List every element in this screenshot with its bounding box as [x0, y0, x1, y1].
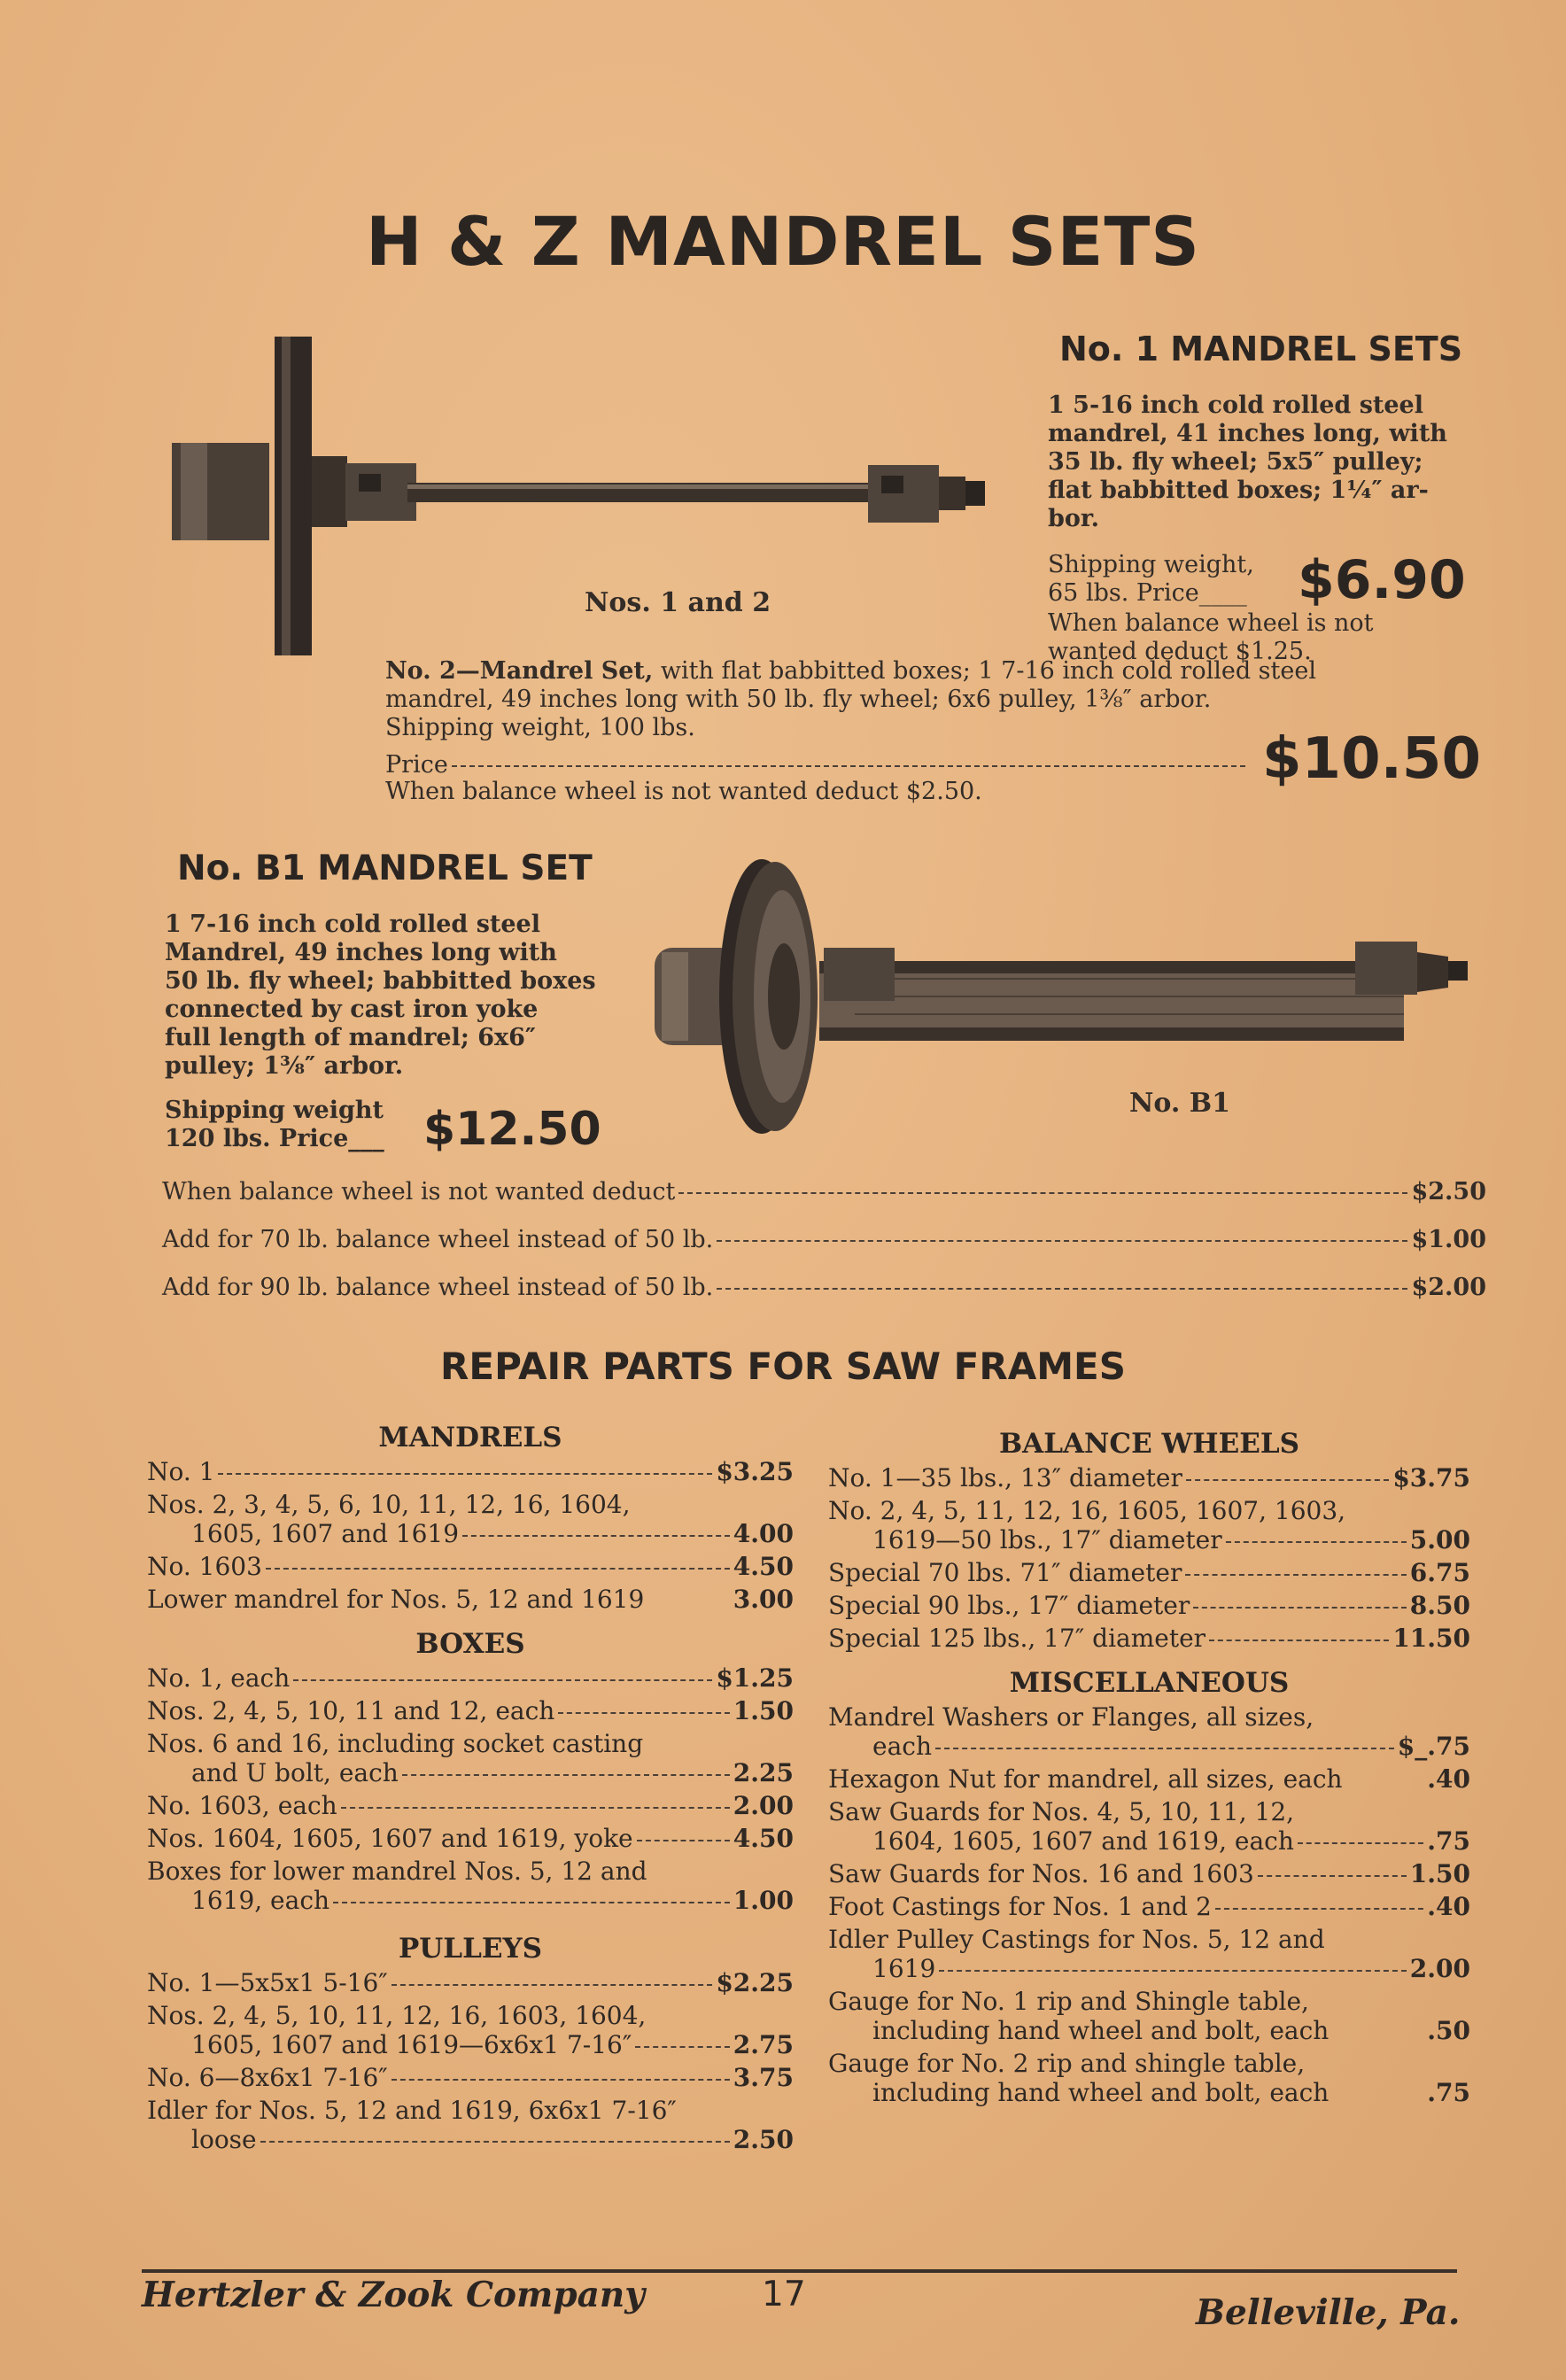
item-row: [828, 1525, 1470, 1554]
item-price: 4.00: [733, 1519, 794, 1548]
image-caption-nos-1-2: Nos. 1 and 2: [585, 587, 771, 618]
b1-desc-line: 1 7-16 inch cold rolled steel: [165, 911, 540, 938]
price-list-item: [147, 2001, 794, 2059]
leader-dots: [218, 1473, 712, 1475]
price-list-item: [828, 1925, 1470, 1983]
no1-description: [1048, 391, 1491, 533]
item-row: [828, 1463, 1470, 1492]
no1-shipping-weight: Shipping weight,: [1048, 551, 1254, 578]
miscellaneous-list: [828, 1702, 1470, 2107]
leader-dots: [452, 765, 1245, 767]
boxes-heading: BOXES: [415, 1628, 525, 1660]
item-label: 1604, 1605, 1607 and 1619, each: [872, 1826, 1294, 1856]
item-row: [147, 1886, 794, 1915]
item-row: [828, 1558, 1470, 1587]
item-price: 6.75: [1409, 1558, 1470, 1587]
item-row: [828, 1732, 1470, 1761]
price-list-item: [828, 1892, 1470, 1921]
item-row: [147, 1696, 794, 1725]
item-row: [828, 1826, 1470, 1856]
b1-shipping-weight: Shipping weight: [165, 1097, 384, 1124]
b1-extra-value: $2.00: [1411, 1274, 1486, 1301]
item-label: 1605, 1607 and 1619—6x6x1 7-16″: [191, 2030, 632, 2059]
item-price: $_.75: [1397, 1732, 1470, 1761]
b1-heading: No. B1 MANDREL SET: [177, 849, 593, 888]
left-column: [147, 1422, 794, 2154]
leader-dots: [717, 1288, 1407, 1290]
item-price: .75: [1427, 2078, 1470, 2107]
leader-dots: [558, 1712, 730, 1714]
leader-dots: [717, 1240, 1407, 1242]
no1-deduct-text: When balance wheel is not: [1048, 609, 1374, 637]
item-row: [828, 2016, 1470, 2045]
item-price: $2.25: [716, 1968, 794, 1997]
item-text: Boxes for lower mandrel Nos. 5, 12 and: [147, 1857, 647, 1886]
item-label: 1619: [872, 1954, 936, 1983]
item-text: Nos. 6 and 16, including socket casting: [147, 1729, 644, 1758]
item-price: 2.75: [733, 2030, 794, 2059]
price-list-item: [828, 1624, 1470, 1653]
leader-dots: [1215, 1908, 1423, 1910]
price-list-item: [147, 1552, 794, 1581]
no2-price-row: [385, 751, 1249, 779]
item-row: [828, 1892, 1470, 1921]
leader-dots: [333, 1902, 730, 1903]
item-row: [828, 1859, 1470, 1888]
item-row: [147, 1791, 794, 1820]
no2-deduct: When balance wheel is not wanted deduct $2.50.: [385, 778, 982, 805]
no1-desc-line: 1 5-16 inch cold rolled steel: [1048, 391, 1423, 419]
price-list-item: [828, 1591, 1470, 1620]
item-label: Special 90 lbs., 17″ diameter: [828, 1591, 1190, 1620]
footer-company: Hertzler & Zook Company: [142, 2275, 645, 2315]
item-row: [147, 1585, 794, 1614]
leader-dots: [1193, 1607, 1407, 1609]
item-price: 5.00: [1409, 1525, 1470, 1554]
b1-desc-line: pulley; 1⅜″ arbor.: [165, 1052, 404, 1080]
mandrels-list: [147, 1457, 794, 1614]
price-list-item: [147, 2063, 794, 2092]
leader-dots: [341, 1807, 730, 1809]
item-row: [147, 1519, 794, 1548]
balance-wheels-list: [828, 1463, 1470, 1653]
item-row: [147, 2063, 794, 2092]
leader-dots: [1209, 1640, 1389, 1641]
item-price: .40: [1427, 1764, 1470, 1794]
no1-shipping: [1048, 551, 1254, 608]
price-list-item: [147, 1490, 794, 1548]
b1-price-label: 120 lbs. Price___: [165, 1125, 384, 1152]
leader-dots: [939, 1970, 1407, 1972]
b1-extra-row: [162, 1226, 1486, 1254]
item-row: [828, 2078, 1470, 2107]
price-list-item: [147, 1663, 794, 1693]
price-list-item: [147, 1585, 794, 1614]
item-label: including hand wheel and bolt, each: [872, 2016, 1330, 2045]
item-price: 1.00: [733, 1886, 794, 1915]
item-row: [828, 1764, 1470, 1794]
item-label: and U bolt, each: [191, 1758, 399, 1787]
b1-extra-label: When balance wheel is not wanted deduct: [162, 1178, 676, 1206]
item-label: No. 1603: [147, 1552, 262, 1581]
item-label: 1619, each: [191, 1886, 330, 1915]
no1-price: $6.90: [1298, 549, 1466, 611]
item-price: 1.50: [1409, 1859, 1470, 1888]
item-label: No. 1—35 lbs., 13″ diameter: [828, 1463, 1182, 1492]
repair-parts-heading: REPAIR PARTS FOR SAW FRAMES: [440, 1345, 1126, 1388]
leader-dots: [1298, 1842, 1423, 1844]
item-price: 3.75: [733, 2063, 794, 2092]
item-text: Nos. 2, 3, 4, 5, 6, 10, 11, 12, 16, 1604,: [147, 1490, 631, 1519]
no2-lead: No. 2—Mandrel Set,: [385, 657, 654, 685]
leader-dots: [637, 1840, 730, 1841]
leader-dots: [402, 1774, 730, 1776]
item-row: [147, 1824, 794, 1853]
item-label: Special 70 lbs. 71″ diameter: [828, 1558, 1182, 1587]
right-column: [828, 1428, 1470, 2107]
item-text: Saw Guards for Nos. 4, 5, 10, 11, 12,: [828, 1797, 1295, 1826]
price-list-item: [828, 2049, 1470, 2107]
no1-desc-line: flat babbitted boxes; 1¼″ ar-: [1048, 477, 1429, 504]
item-text: Idler for Nos. 5, 12 and 1619, 6x6x1 7-16″: [147, 2096, 677, 2125]
item-label: including hand wheel and bolt, each: [872, 2078, 1330, 2107]
leader-dots: [392, 2079, 730, 2081]
price-list-item: [828, 1797, 1470, 1856]
item-label: Saw Guards for Nos. 16 and 1603: [828, 1859, 1254, 1888]
item-text: Mandrel Washers or Flanges, all sizes,: [828, 1702, 1314, 1732]
item-text: No. 2, 4, 5, 11, 12, 16, 1605, 1607, 1603,: [828, 1496, 1346, 1525]
price-list-item: [147, 1696, 794, 1725]
leader-dots: [266, 1568, 730, 1570]
item-label: 1619—50 lbs., 17″ diameter: [872, 1525, 1222, 1554]
no1-deduct-line: [1048, 609, 1491, 638]
item-label: Foot Castings for Nos. 1 and 2: [828, 1892, 1212, 1921]
price-list-item: [147, 1729, 794, 1787]
item-row: [828, 1624, 1470, 1653]
no1-desc-line: bor.: [1048, 505, 1100, 532]
item-price: 11.50: [1392, 1624, 1470, 1653]
item-price: 2.50: [733, 2125, 794, 2154]
item-row: [147, 2030, 794, 2059]
b1-extra-label: Add for 70 lb. balance wheel instead of 50 lb.: [162, 1226, 714, 1253]
item-label: each: [872, 1732, 932, 1761]
item-label: Lower mandrel for Nos. 5, 12 and 1619: [147, 1585, 645, 1614]
item-price: $3.25: [716, 1457, 794, 1486]
pulleys-list: [147, 1968, 794, 2154]
item-row: [147, 1968, 794, 1997]
leader-dots: [635, 2046, 729, 2048]
item-label: No. 1, each: [147, 1663, 291, 1693]
b1-shipping: [165, 1097, 384, 1153]
leader-dots: [1226, 1541, 1407, 1543]
item-row: [147, 1663, 794, 1693]
item-text: Gauge for No. 2 rip and shingle table,: [828, 2049, 1306, 2078]
no2-line3: Shipping weight, 100 lbs.: [385, 714, 695, 741]
item-text: Nos. 2, 4, 5, 10, 11, 12, 16, 1603, 1604,: [147, 2001, 647, 2030]
item-price: 4.50: [733, 1824, 794, 1853]
item-text: Idler Pulley Castings for Nos. 5, 12 and: [828, 1925, 1325, 1954]
item-label: Hexagon Nut for mandrel, all sizes, each: [828, 1764, 1343, 1794]
price-list-item: [828, 1764, 1470, 1794]
item-price: 2.00: [1409, 1954, 1470, 1983]
item-label: loose: [191, 2125, 257, 2154]
item-label: Nos. 2, 4, 5, 10, 11 and 12, each: [147, 1696, 555, 1725]
b1-desc-line: Mandrel, 49 inches long with: [165, 939, 557, 966]
item-price: .75: [1427, 1826, 1470, 1856]
price-list-item: [828, 1463, 1470, 1492]
leader-dots: [260, 2141, 730, 2143]
leader-dots: [1186, 1479, 1389, 1481]
balance-wheels-heading: BALANCE WHEELS: [998, 1428, 1300, 1460]
no2-price: $10.50: [1262, 726, 1481, 792]
b1-desc-line: connected by cast iron yoke: [165, 996, 539, 1023]
b1-extra-row: [162, 1274, 1486, 1302]
b1-description: [165, 911, 615, 1081]
page-title: H & Z MANDREL SETS: [365, 202, 1201, 281]
item-price: $1.25: [716, 1663, 794, 1693]
item-row: [828, 1954, 1470, 1983]
no1-heading: No. 1 MANDREL SETS: [1059, 329, 1463, 368]
item-price: 2.00: [733, 1791, 794, 1820]
b1-price: $12.50: [423, 1103, 601, 1156]
b1-desc-line: full length of mandrel; 6x6″: [165, 1024, 536, 1051]
price-list-item: [147, 1791, 794, 1820]
no2-line2: mandrel, 49 inches long with 50 lb. fly wheel; 6x6 pulley, 1⅜″ arbor.: [385, 686, 1212, 713]
pulleys-heading: PULLEYS: [398, 1933, 543, 1965]
no1-price-label: 65 lbs. Price____: [1048, 579, 1247, 607]
item-label: Nos. 1604, 1605, 1607 and 1619, yoke: [147, 1824, 633, 1853]
mandrel-b1-illustration: [651, 855, 1475, 1138]
b1-extra-row: [162, 1178, 1486, 1206]
item-price: .40: [1427, 1892, 1470, 1921]
item-label: Special 125 lbs., 17″ diameter: [828, 1624, 1206, 1653]
item-row: [828, 1591, 1470, 1620]
item-price: .50: [1427, 2016, 1470, 2045]
item-price: 8.50: [1409, 1591, 1470, 1620]
item-price: $3.75: [1392, 1463, 1470, 1492]
item-label: No. 6—8x6x1 7-16″: [147, 2063, 388, 2092]
price-list-item: [147, 1857, 794, 1915]
image-caption-b1: No. B1: [1129, 1088, 1231, 1119]
price-list-item: [828, 1558, 1470, 1587]
b1-extra-value: $2.50: [1411, 1178, 1486, 1206]
miscellaneous-heading: MISCELLANEOUS: [1009, 1667, 1290, 1699]
page-number: 17: [762, 2275, 806, 2314]
mandrels-heading: MANDRELS: [378, 1422, 562, 1454]
item-price: 4.50: [733, 1552, 794, 1581]
leader-dots: [392, 1984, 713, 1986]
item-label: No. 1603, each: [147, 1791, 337, 1820]
price-list-item: [147, 1968, 794, 1997]
leader-dots: [1185, 1574, 1406, 1576]
b1-desc-line: 50 lb. fly wheel; babbitted boxes: [165, 967, 596, 995]
leader-dots: [678, 1192, 1407, 1194]
price-list-item: [828, 1859, 1470, 1888]
price-list-item: [828, 1987, 1470, 2045]
item-label: No. 1—5x5x1 5-16″: [147, 1968, 388, 1997]
price-list-item: [828, 1702, 1470, 1761]
leader-dots: [1258, 1875, 1407, 1877]
item-text: Gauge for No. 1 rip and Shingle table,: [828, 1987, 1309, 2016]
item-label: 1605, 1607 and 1619: [191, 1519, 460, 1548]
no1-desc-line: mandrel, 41 inches long, with: [1048, 420, 1447, 447]
price-list-item: [147, 2096, 794, 2154]
leader-dots: [935, 1748, 1394, 1749]
footer-rule: [142, 2269, 1457, 2273]
item-price: 2.25: [733, 1758, 794, 1787]
leader-dots: [293, 1679, 712, 1681]
b1-extra-label: Add for 90 lb. balance wheel instead of 50 lb.: [162, 1274, 714, 1301]
item-row: [147, 1758, 794, 1787]
price-list-item: [147, 1824, 794, 1853]
boxes-list: [147, 1663, 794, 1915]
b1-extra-value: $1.00: [1411, 1226, 1486, 1253]
no2-line1: with flat babbitted boxes; 1 7-16 inch cold rolled steel: [653, 657, 1316, 685]
footer-city: Belleville, Pa.: [1196, 2292, 1461, 2333]
price-list-item: [147, 1457, 794, 1486]
item-price: 3.00: [733, 1585, 794, 1614]
mandrel-nos-1-2-illustration: [168, 332, 992, 660]
item-row: [147, 2125, 794, 2154]
no1-desc-line: 35 lb. fly wheel; 5x5″ pulley;: [1048, 448, 1423, 476]
no1-deduct-line: wanted deduct $1.25.: [1048, 638, 1312, 665]
no2-price-label: Price: [385, 751, 448, 779]
item-row: [147, 1552, 794, 1581]
item-price: 1.50: [733, 1696, 794, 1725]
price-list-item: [828, 1496, 1470, 1554]
item-label: No. 1: [147, 1457, 215, 1486]
leader-dots: [462, 1535, 730, 1537]
item-row: [147, 1457, 794, 1486]
